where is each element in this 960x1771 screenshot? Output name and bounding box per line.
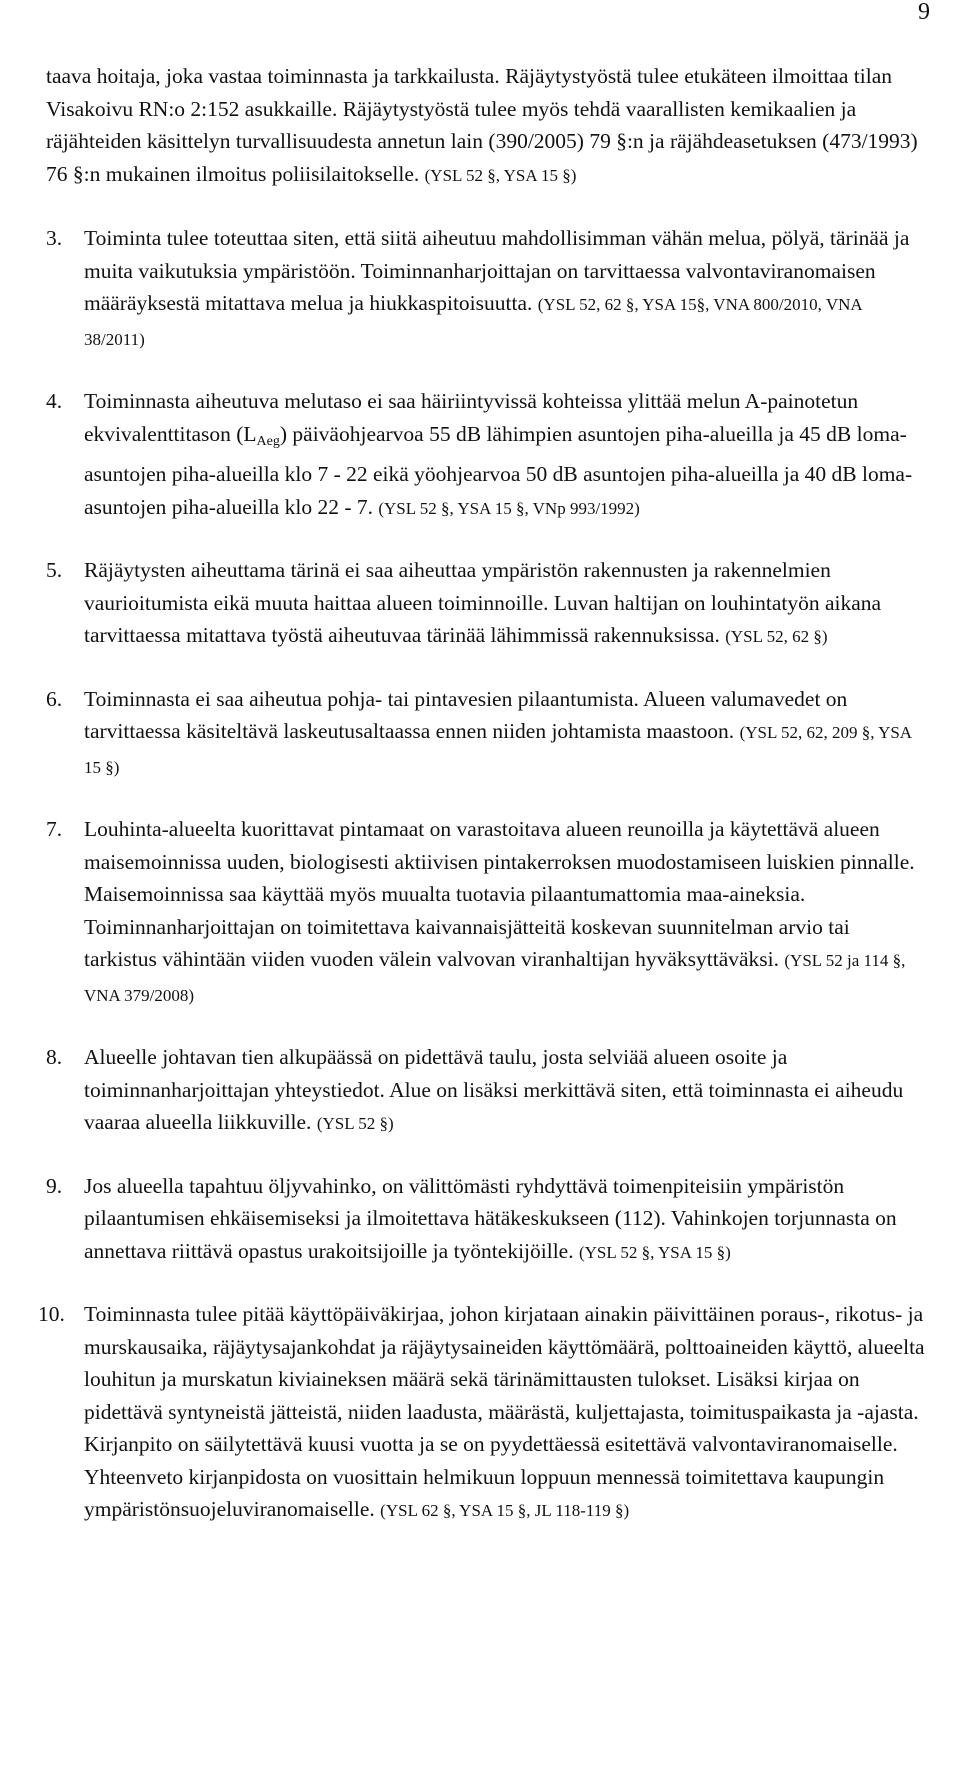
item-text: Toiminta tulee toteuttaa siten, että siitä aiheutuu mahdollisimman vähän melua, pölyä, tärinää ja muita vaikutuksia ympäristöön. Toiminnanharjoittajan on tarvittaessa valvontaviranomaisen määräyksestä mitattava melua ja hiukkaspitoisuutta. [84,226,910,315]
list-item-9 [46,1170,926,1270]
item-text: Toiminnasta tulee pitää käyttöpäiväkirjaa, johon kirjataan ainakin päivittäinen poraus-, rikotus- ja murskausaika, räjäytysajankohdat ja räjäytysaineiden käyttömäärä, polttoaineiden käyttö, alueelta louhitun ja murskatun kiviaineksen määrä sekä tärinämittausten tulokset. Lisäksi kirjaa on pidettävä syntyneistä jätteistä, niiden laadusta, määrästä, kuljettajasta, toimituspaikasta ja -ajasta. Kirjanpito on säilytettävä kuusi vuotta ja se on pyydettäessä esitettävä valvontaviranomaiselle. Yhteenveto kirjanpidosta on vuosittain helmikuun loppuun mennessä toimitettava kaupungin ympäristönsuojeluviranomaiselle. [84,1302,925,1521]
item-number: 7. [46,817,63,841]
item-number: 8. [46,1045,63,1069]
continued-paragraph [46,60,926,192]
item-text: Toiminnasta ei saa aiheutua pohja- tai pintavesien pilaantumista. Alueen valumavedet on tarvittaessa käsiteltävä laskeutusaltaassa ennen niiden johtamista maastoon. [84,686,848,743]
item-number: 3. [46,226,63,250]
list-item-8 [46,1041,926,1141]
page-number: 9 [918,0,930,25]
legal-reference: (YSL 52 §, YSA 15 §) [424,165,577,185]
item-text: Alueelle johtavan tien alkupäässä on pidettävä taulu, josta selviää alueen osoite ja toiminnanharjoittajan yhteystiedot. Alue on lisäksi merkittävä siten, että toiminnasta ei aiheudu vaaraa alueella liikkuville. [84,1045,904,1134]
list-item-3 [46,222,926,356]
list-item-4 [46,385,926,525]
list-item-7 [46,813,926,1012]
legal-reference: (YSL 52, 62, 209 §, YSA 15 §) [84,723,912,777]
item-text-continued: ) päiväohjearvoa 55 dB lähimpien asuntojen piha-alueilla ja 45 dB loma-asuntojen piha-alueilla klo 7 - 22 eikä yöohjearvoa 50 dB asuntojen piha-alueilla ja 40 dB loma-asuntojen piha-alueilla klo 22 - 7. [84,421,913,519]
legal-reference: (YSL 52, 62 §) [725,627,828,646]
legal-reference: (YSL 52 §, YSA 15 §) [578,1242,731,1262]
item-number: 6. [46,686,63,711]
list-item-10 [38,1298,926,1528]
page-content [38,60,926,1528]
item-text: Jos alueella tapahtuu öljyvahinko, on välittömästi ryhdyttävä toimenpiteisiin ympäristön pilaantumisen ehkäisemiseksi ja ilmoitettava hätäkeskukseen (112). Vahinkojen torjunnasta on annettava riittävä opastus urakoitsijoille ja työntekijöille. [84,1173,897,1263]
legal-reference: (YSL 52 §) [316,1114,394,1133]
list-item-5 [46,554,926,654]
subscript: Aeg [256,433,280,449]
legal-reference: (YSL 52 §, YSA 15 §, VNp 993/1992) [378,498,640,518]
item-number: 5. [46,558,63,582]
item-number: 9. [46,1173,63,1198]
legal-reference: (YSL 52, 62 §, YSA 15§, VNA 800/2010, VNA 38/2011) [84,295,862,349]
item-number: 10. [38,1302,65,1326]
legal-reference: (YSL 52 ja 114 §, VNA 379/2008) [84,951,906,1005]
paragraph-text: taava hoitaja, joka vastaa toiminnasta ja tarkkailusta. Räjäytystyöstä tulee etukäteen ilmoittaa tilan Visakoivu RN:o 2:152 asukkaille. Räjäytystyöstä tulee myös tehdä vaarallisten kemikaalien ja räjähteiden käsittelyn turvallisuudesta annetun lain (390/2005) 79 §:n ja räjähdeasetuksen (473/1993) 76 §:n mukainen ilmoitus poliisilaitokselle. [46,64,918,186]
item-text: Louhinta-alueelta kuorittavat pintamaat on varastoitava alueen reunoilla ja käytettävä alueen maisemoinnissa uuden, biologisesti aktiivisen pintakerroksen muodostamiseen luiskien pinnalle. Maisemoinnissa saa käyttää myös muualta tuotavia pilaantumattomia maa-aineksia. Toiminnanharjoittajan on toimitettava kaivannaisjätteitä koskevan suunnitelman arvio tai tarkistus vähintään viiden vuoden välein valvovan viranhaltijan hyväksyttäväksi. [84,817,915,971]
item-number: 4. [46,389,63,413]
legal-reference: (YSL 62 §, YSA 15 §, JL 118-119 §) [380,1501,630,1520]
list-item-6 [46,683,926,785]
item-text: Toiminnasta aiheutuva melutaso ei saa häiriintyvissä kohteissa ylittää melun A-painotetun ekvivalenttitason (L [84,389,859,446]
item-text: Räjäytysten aiheuttama tärinä ei saa aiheuttaa ympäristön rakennusten ja rakennelmien vaurioitumista eikä muuta haittaa alueen toiminnoille. Luvan haltijan on louhintatyön aikana tarvittaessa mitattava työstä aiheutuvaa tärinää lähimmissä rakennuksissa. [84,558,882,647]
